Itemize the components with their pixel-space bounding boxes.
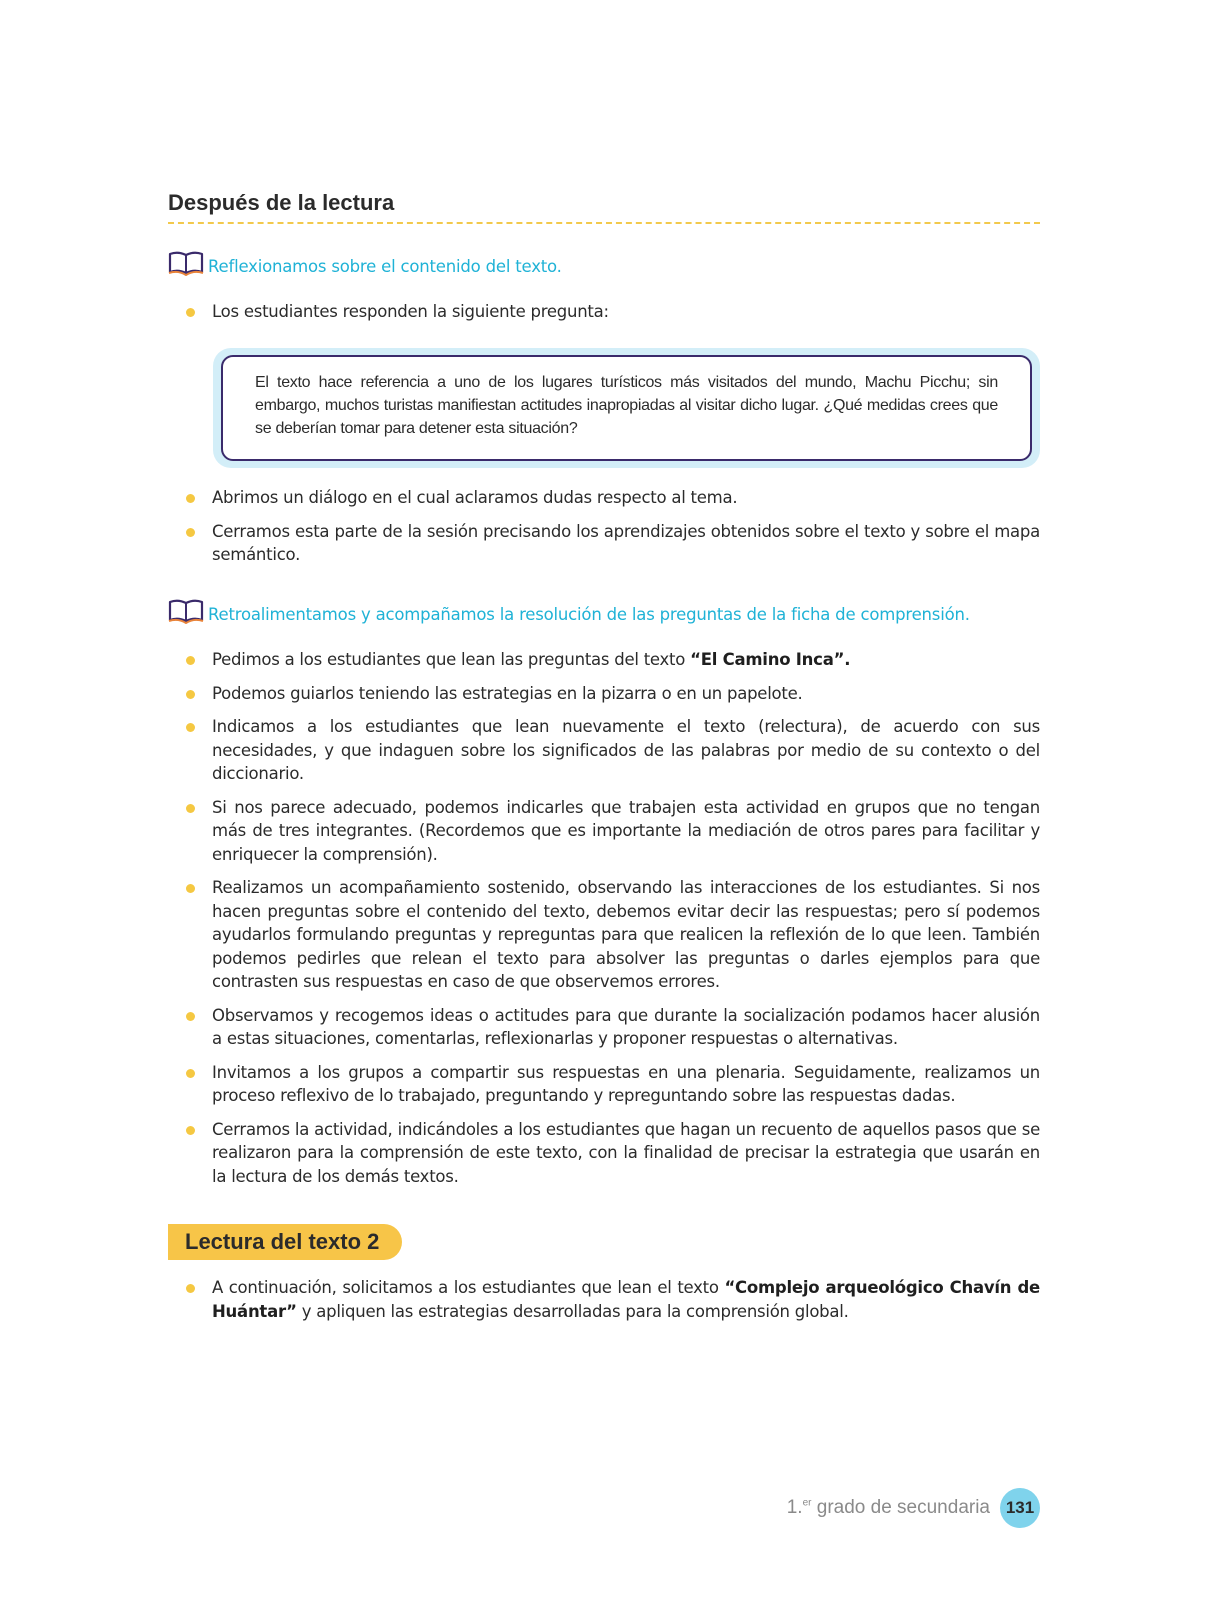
- list-item: [186, 1061, 1040, 1108]
- bullet-dot: [186, 723, 195, 732]
- page-number: 131: [1000, 1488, 1040, 1528]
- list-item: [186, 715, 1040, 786]
- bullet-dot: [186, 1284, 195, 1293]
- list-item: [186, 486, 1040, 510]
- list-item-text: A continuación, solicitamos a los estudiantes que lean el texto: [212, 1278, 725, 1297]
- list-item-text: Invitamos a los grupos a compartir sus respuestas en una plenaria. Seguidamente, realizamos un proceso reflexivo de lo trabajado, preguntando y repreguntando sobre las respuestas dadas.: [212, 1062, 1040, 1105]
- section-title: Después de la lectura: [168, 190, 1040, 224]
- grade-ordinal: er: [802, 1497, 812, 1509]
- open-book-icon: [168, 250, 204, 276]
- list-item: [186, 1004, 1040, 1051]
- bullet-dot: [186, 804, 195, 813]
- list-item: [186, 1118, 1040, 1189]
- sub-heading-reflect-text: Reflexionamos sobre el contenido del texto.: [208, 257, 562, 276]
- bullet-dot: [186, 1069, 195, 1078]
- list-item: [186, 796, 1040, 867]
- list-item-text-suffix: y apliquen las estrategias desarrolladas para la comprensión global.: [296, 1301, 849, 1321]
- page-footer: [787, 1488, 1040, 1528]
- bullet-dot: [186, 690, 195, 699]
- list-item-text: Si nos parece adecuado, podemos indicarles que trabajen esta actividad en grupos que no tengan más de tres integrantes. (Recordemos que es importante la mediación de otros pares para facilitar y enriquecer la comprensión).: [212, 797, 1040, 864]
- list-item-text: Observamos y recogemos ideas o actitudes para que durante la socialización podamos hacer alusión a estas situaciones, comentarlas, reflexionarlas y proponer respuestas o alternativas.: [212, 1005, 1040, 1048]
- list-item-text: Indicamos a los estudiantes que lean nuevamente el texto (relectura), de acuerdo con sus necesidades, y que indaguen sobre los significados de las palabras por medio de su contexto o del diccionario.: [212, 717, 1040, 783]
- bullet-dot: [186, 656, 195, 665]
- list-item-text: Los estudiantes responden la siguiente pregunta:: [212, 302, 609, 321]
- list-item-text: Cerramos la actividad, indicándoles a los estudiantes que hagan un recuento de aquellos pasos que se realizaron para la comprensión de este texto, con la finalidad de precisar la estrategia que usarán en la lectura de los demás textos.: [212, 1119, 1040, 1186]
- list-item: [186, 876, 1040, 994]
- list-item: [186, 648, 1040, 672]
- list-item-text: Podemos guiarlos teniendo las estrategias en la pizarra o en un papelote.: [212, 683, 803, 703]
- grade-text: grado de secundaria: [811, 1497, 990, 1518]
- bullet-list-2: [186, 486, 1040, 577]
- bullet-list-3: [186, 648, 1040, 1198]
- bullet-dot: [186, 308, 195, 317]
- list-item-text: Cerramos esta parte de la sesión precisando los aprendizajes obtenidos sobre el texto y sobre el mapa semántico.: [212, 521, 1040, 564]
- question-text: El texto hace referencia a uno de los lugares turísticos más visitados del mundo, Machu Picchu; sin embargo, muchos turistas manifiestan actitudes inapropiadas al visitar dicho lugar. ¿Qué medidas crees que se deberían tomar para detener esta situación?: [221, 355, 1032, 461]
- list-item: [186, 300, 1040, 324]
- list-item: [186, 1276, 1040, 1323]
- question-box: [213, 348, 1040, 468]
- open-book-icon: [168, 598, 204, 624]
- bullet-dot: [186, 528, 195, 537]
- bullet-dot: [186, 884, 195, 893]
- grade-label: [787, 1497, 990, 1519]
- list-item: [186, 682, 1040, 706]
- bullet-list-4: [186, 1276, 1040, 1333]
- bullet-dot: [186, 1012, 195, 1021]
- sub-heading-feedback: [168, 598, 970, 624]
- sub-heading-reflect: [168, 250, 562, 276]
- bullet-list-1: [186, 300, 1040, 334]
- grade-number: 1.: [786, 1497, 803, 1518]
- sub-heading-feedback-text: Retroalimentamos y acompañamos la resolución de las preguntas de la ficha de comprensión.: [208, 605, 970, 624]
- text-title-chavin: “Complejo arqueológico Chavín de Huántar”: [212, 1278, 1040, 1321]
- list-item: [186, 520, 1040, 567]
- list-item-text: Abrimos un diálogo en el cual aclaramos dudas respecto al tema.: [212, 488, 738, 507]
- bullet-dot: [186, 1126, 195, 1135]
- bullet-dot: [186, 494, 195, 503]
- text-title-camino-inca: “El Camino Inca”.: [690, 650, 851, 669]
- list-item-text: Pedimos a los estudiantes que lean las preguntas del texto: [212, 650, 691, 669]
- section-badge-lectura-2: Lectura del texto 2: [168, 1224, 402, 1260]
- list-item-text: Realizamos un acompañamiento sostenido, observando las interacciones de los estudiantes. Si nos hacen preguntas sobre el contenido del texto, debemos evitar decir las respuestas; pero sí podemos ayudarlos formulando preguntas y repreguntas para que realicen la reflexión de lo que leen. También podemos pedirles que relean el texto para absolver las preguntas o darles ejemplos para que contrasten sus respuestas en caso de que observemos errores.: [212, 878, 1040, 991]
